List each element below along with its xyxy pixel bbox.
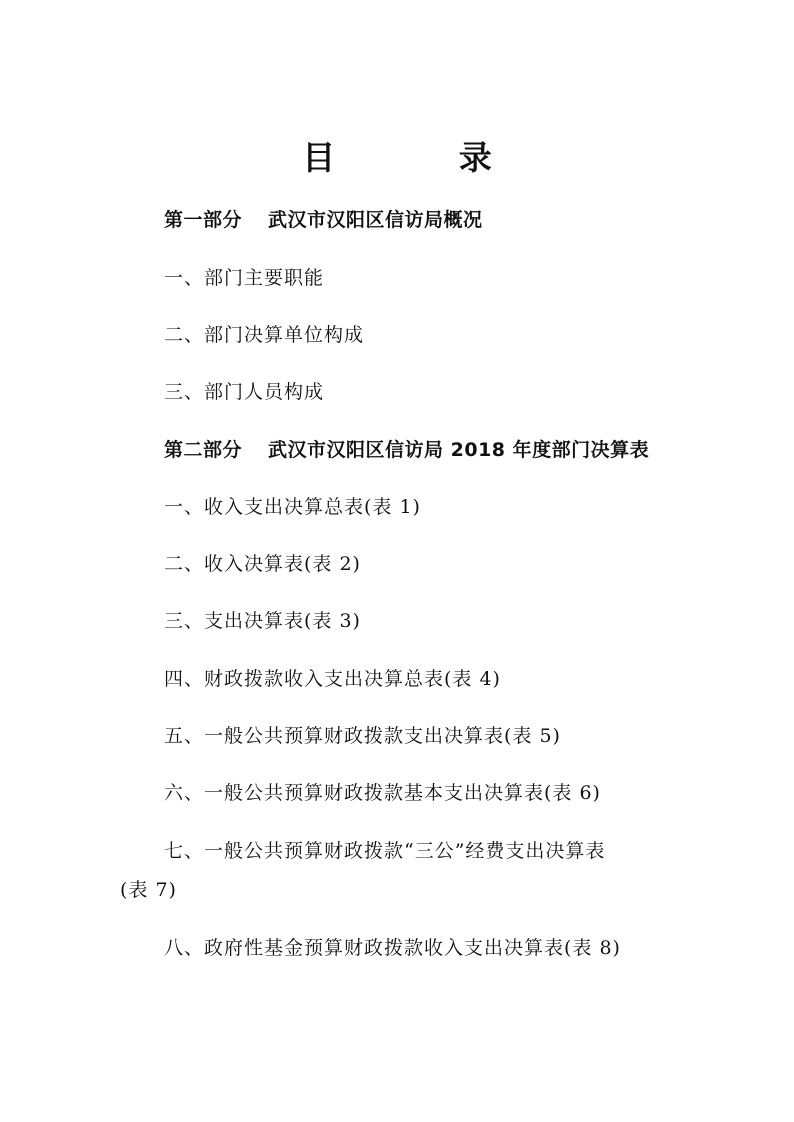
toc-item-part1-2: 二、部门决算单位构成 [164, 324, 365, 346]
toc-item-part2-2: 二、收入决算表(表 2) [164, 553, 361, 575]
toc-item-part1-1: 一、部门主要职能 [164, 267, 325, 289]
toc-item-part2-4: 四、财政拨款收入支出决算总表(表 4) [164, 668, 501, 690]
toc-item-part2-3: 三、支出决算表(表 3) [164, 610, 361, 632]
part1-heading [164, 207, 483, 233]
toc-item-part2-8: 八、政府性基金预算财政拨款收入支出决算表(表 8) [164, 937, 621, 959]
part1-number: 第一部分 [164, 209, 243, 231]
toc-item-part2-7: 七、一般公共预算财政拨款“三公”经费支出决算表 [164, 840, 606, 862]
part2-heading [164, 437, 649, 463]
toc-title: 目 录 [302, 138, 548, 177]
toc-item-part2-7-continued: (表 7) [120, 879, 177, 901]
toc-item-part2-1: 一、收入支出决算总表(表 1) [164, 496, 421, 518]
toc-item-part2-6: 六、一般公共预算财政拨款基本支出决算表(表 6) [164, 782, 601, 804]
part1-name: 武汉市汉阳区信访局概况 [268, 209, 483, 231]
toc-item-part1-3: 三、部门人员构成 [164, 381, 325, 403]
toc-item-part2-5: 五、一般公共预算财政拨款支出决算表(表 5) [164, 725, 561, 747]
part2-number: 第二部分 [164, 439, 243, 461]
part2-name: 武汉市汉阳区信访局 2018 年度部门决算表 [268, 439, 650, 461]
